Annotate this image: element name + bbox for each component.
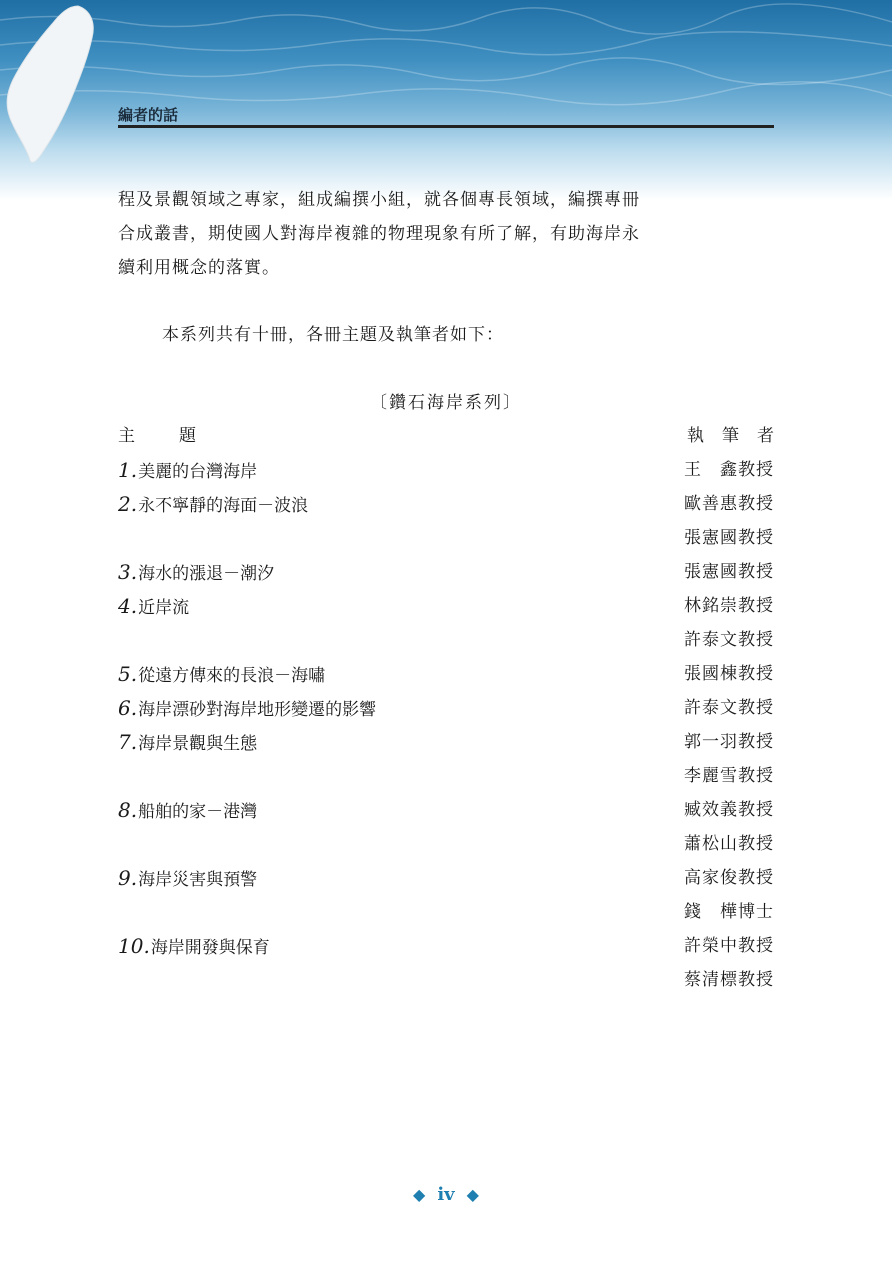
table-row <box>118 929 774 963</box>
row-topic <box>118 929 270 965</box>
table-row <box>118 555 774 589</box>
table-row <box>118 725 774 759</box>
row-author: 許泰文教授 <box>684 698 774 718</box>
row-author: 許泰文教授 <box>684 630 774 650</box>
intro-paragraph <box>118 183 774 285</box>
row-number: 5. <box>118 662 138 686</box>
row-topic <box>118 827 119 863</box>
table-row <box>118 691 774 725</box>
row-topic <box>118 725 257 761</box>
table-row <box>118 963 774 997</box>
row-number: 1. <box>118 458 138 482</box>
row-topic <box>118 657 325 693</box>
row-author: 李麗雪教授 <box>684 766 774 786</box>
row-author: 高家俊教授 <box>684 868 774 888</box>
row-number: 9. <box>118 866 138 890</box>
diamond-icon: ◆ <box>413 1185 426 1204</box>
table-row <box>118 453 774 487</box>
page-footer <box>0 1184 892 1205</box>
row-topic <box>118 691 376 727</box>
header-divider <box>118 125 774 128</box>
row-topic <box>118 453 257 489</box>
column-header-topic: 主題 <box>118 426 240 446</box>
row-author: 錢 樺博士 <box>684 902 774 922</box>
intro-line: 程及景觀領域之專家，組成編撰小組，就各個專長領域，編撰專冊 <box>118 190 640 210</box>
table-row <box>118 657 774 691</box>
taiwan-island-icon <box>0 0 110 170</box>
row-topic <box>118 589 189 625</box>
row-author: 許榮中教授 <box>684 936 774 956</box>
diamond-icon: ◆ <box>466 1185 479 1204</box>
table-header <box>118 419 792 453</box>
row-number: 2. <box>118 492 138 516</box>
row-topic-text: 海岸開發與保育 <box>150 938 270 958</box>
row-author: 蕭松山教授 <box>684 834 774 854</box>
row-author: 郭一羽教授 <box>684 732 774 752</box>
header-banner <box>0 0 892 200</box>
intro-line: 續利用概念的落實。 <box>118 258 280 278</box>
row-topic <box>118 861 257 897</box>
series-heading: 〔鑽石海岸系列〕 <box>370 393 522 413</box>
table-row <box>118 623 774 657</box>
row-author: 臧效義教授 <box>684 800 774 820</box>
row-number: 8. <box>118 798 138 822</box>
table-row <box>118 521 774 555</box>
row-topic <box>118 963 119 999</box>
row-author: 王 鑫教授 <box>684 460 774 480</box>
row-topic <box>118 487 308 523</box>
row-number: 4. <box>118 594 138 618</box>
row-author: 張國棟教授 <box>684 664 774 684</box>
row-author: 張憲國教授 <box>684 562 774 582</box>
row-author: 張憲國教授 <box>684 528 774 548</box>
row-topic <box>118 759 119 795</box>
sea-texture <box>0 0 892 200</box>
row-number: 6. <box>118 696 138 720</box>
row-topic <box>118 521 119 557</box>
row-topic <box>118 793 257 829</box>
row-topic-text: 永不寧靜的海面－波浪 <box>138 496 309 516</box>
table-row <box>118 793 774 827</box>
row-topic-text: 海岸災害與預警 <box>138 870 258 890</box>
table-row <box>118 861 774 895</box>
row-topic <box>118 555 274 591</box>
page-number: iv <box>437 1184 455 1205</box>
row-topic-text: 海水的漲退－潮汐 <box>138 564 275 584</box>
row-topic-text: 近岸流 <box>138 598 190 618</box>
table-row <box>118 487 774 521</box>
table-row <box>118 827 774 861</box>
intro-line: 合成叢書，期使國人對海岸複雜的物理現象有所了解，有助海岸永 <box>118 224 640 244</box>
table-row <box>118 589 774 623</box>
row-topic-text: 船舶的家－港灣 <box>138 802 258 822</box>
row-topic-text: 海岸景觀與生態 <box>138 734 258 754</box>
table-row <box>118 895 774 929</box>
row-number: 3. <box>118 560 138 584</box>
row-number: 7. <box>118 730 138 754</box>
row-number: 10. <box>118 934 150 958</box>
row-topic <box>118 623 119 659</box>
column-header-author: 執筆者 <box>687 426 792 446</box>
table-row <box>118 759 774 793</box>
series-intro-paragraph: 本系列共有十冊，各冊主題及執筆者如下： <box>162 325 504 345</box>
row-author: 林銘崇教授 <box>684 596 774 616</box>
row-topic-text: 從遠方傳來的長浪－海嘯 <box>138 666 326 686</box>
row-topic <box>118 895 119 931</box>
row-author: 蔡清標教授 <box>684 970 774 990</box>
row-topic-text: 美麗的台灣海岸 <box>138 462 258 482</box>
page-section-title: 編者的話 <box>118 106 179 124</box>
row-author: 歐善惠教授 <box>684 494 774 514</box>
row-topic-text: 海岸漂砂對海岸地形變遷的影響 <box>138 700 377 720</box>
